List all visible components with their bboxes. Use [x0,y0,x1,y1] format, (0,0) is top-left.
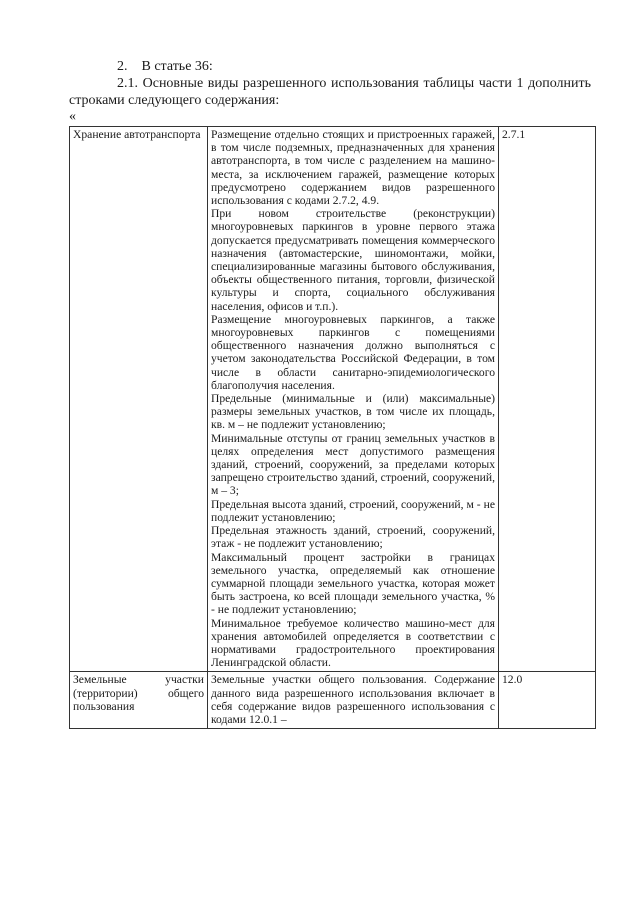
opening-quote: « [69,109,76,124]
description-paragraph: Предельная высота зданий, строений, сооружений, м - не подлежит установлению; [211,497,495,524]
table-row [70,127,596,672]
description-paragraph: Предельные (минимальные и (или) максимальные) размеры земельных участков, в том числе их площадь, кв. м – не подлежит установлению; [211,392,495,432]
use-name-cell: Хранение автотранспорта [70,127,208,672]
description-paragraph: Минимальное требуемое количество машино-мест для хранения автомобилей определяется в соответствии с нормативами градостроительного проектирования Ленинградской области. [211,616,495,670]
description-paragraph: Максимальный процент застройки в границах земельного участка, определяемый как отношение суммарной площади земельного участка, которая может быть застроена, ко всей площади земельного участка, % - не подлежит установлению; [211,550,495,617]
land-use-table [69,126,596,729]
description-paragraph: Земельные участки общего пользования. Содержание данного вида разрешенного использования включает в себя содержание видов разрешенного использования с кодами 12.0.1 – [211,673,495,726]
use-code-cell: 12.0 [499,672,596,729]
table-row [70,672,596,729]
use-name-cell: Земельные участки (территории) общего пользования [70,672,208,729]
use-code-cell: 2.7.1 [499,127,596,672]
description-paragraph: При новом строительстве (реконструкции) многоуровневых паркингов в уровне первого этажа допускается предусматривать помещения коммерческого назначения (автомастерские, шиномонтажи, мойки, специализированные магазины бытового обслуживания, объекты общественного питания, торговли, физической культуры и спорта, социального обслуживания населения, офисов и т.п.). [211,207,495,313]
description-paragraph: Предельная этажность зданий, строений, сооружений, этаж - не подлежит установлению; [211,524,495,551]
use-description-cell [208,127,499,672]
item-paragraph: 2.1. Основные виды разрешенного использования таблицы части 1 дополнить строками следующего содержания: [69,76,591,108]
description-paragraph: Размещение многоуровневых паркингов, а также многоуровневых паркингов с помещениями общественного назначения должно выполняться с учетом законодательства Российской Федерации, в том числе в области санитарно-эпидемиологического благополучия населения. [211,312,495,392]
use-description-cell [208,672,499,729]
item-heading: 2. В статье 36: [117,59,213,74]
description-paragraph: Минимальные отступы от границ земельных участков в целях определения мест допустимого размещения зданий, строений, сооружений, за пределами которых запрещено строительство зданий, строений, сооружений, м – 3; [211,431,495,498]
description-paragraph: Размещение отдельно стоящих и пристроенных гаражей, в том числе подземных, предназначенных для хранения автотранспорта, в том числе с разделением на машино-места, за исключением гаражей, размещение которых предусмотрено содержанием видов разрешенного использования с кодами 2.7.2, 4.9. [211,128,495,208]
